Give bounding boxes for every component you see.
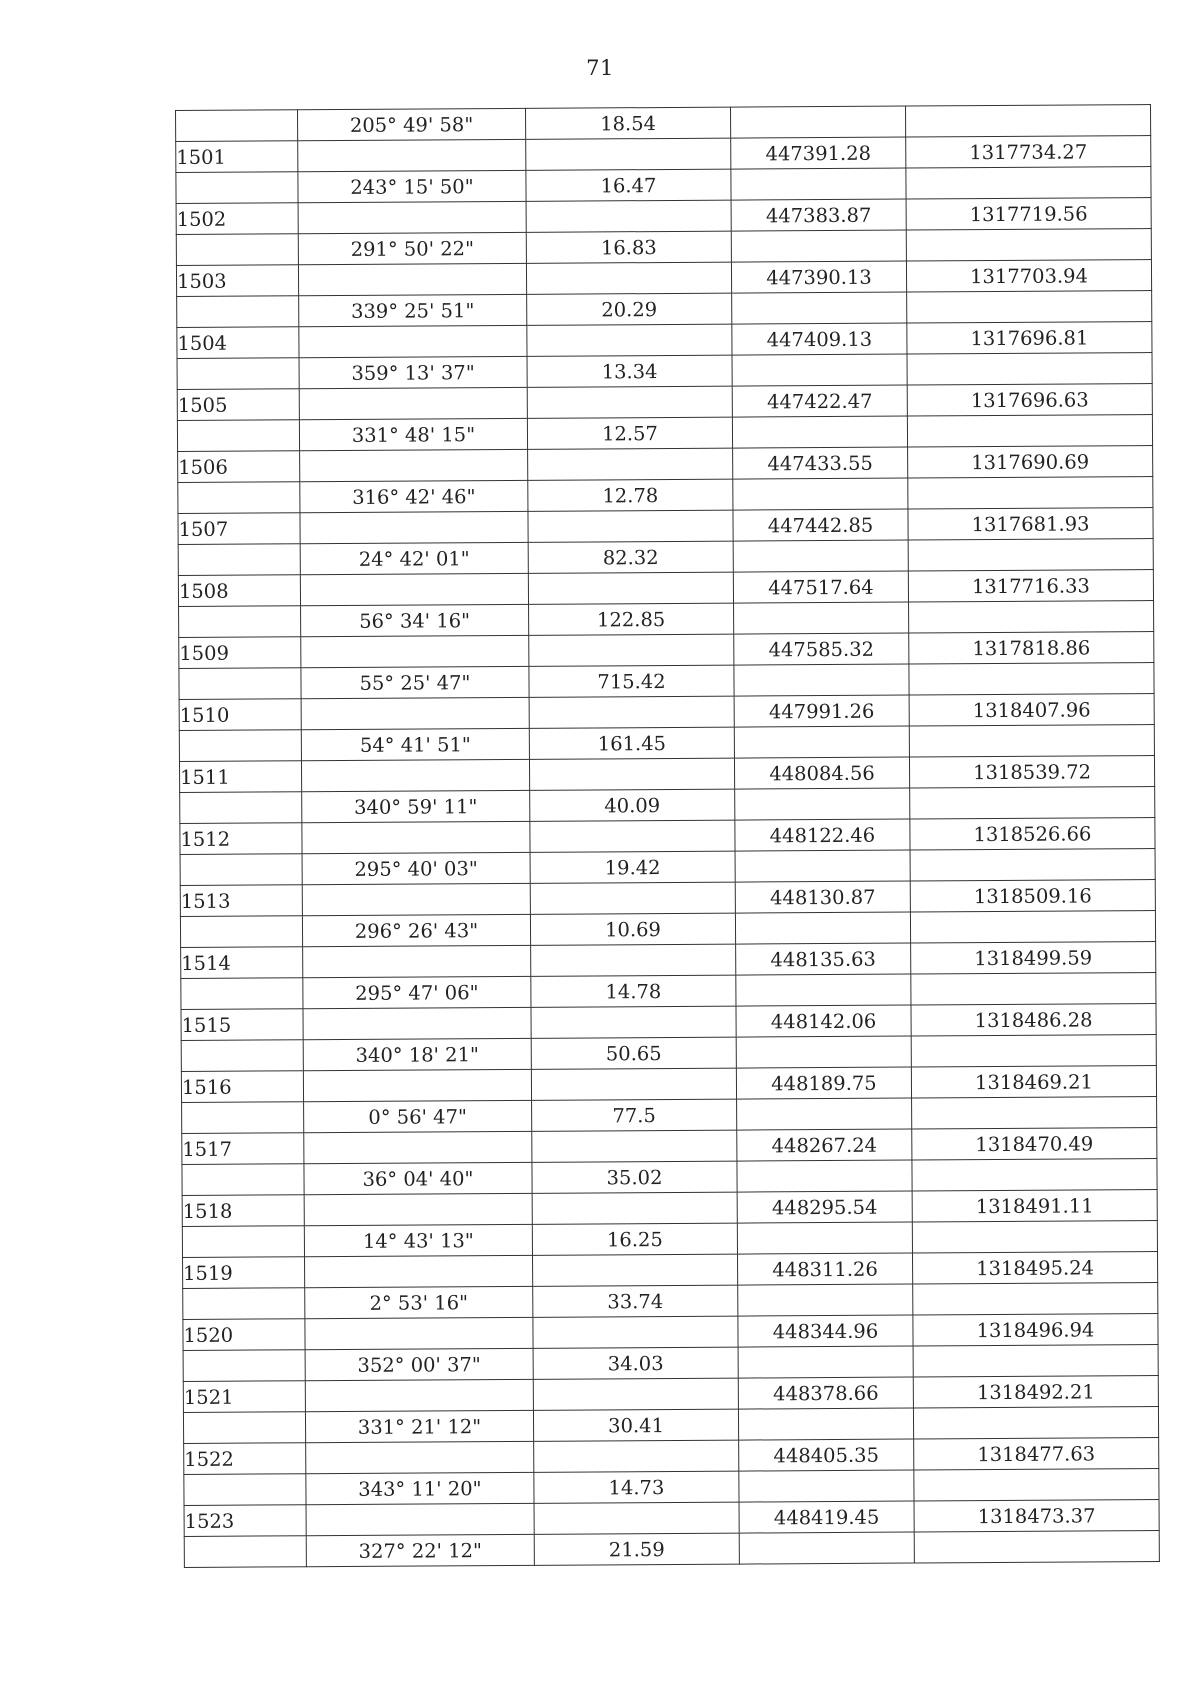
station-cell: 1517 <box>182 1133 304 1165</box>
station-cell <box>179 606 301 638</box>
bearing-cell <box>304 1193 532 1225</box>
bearing-cell: 56° 34' 16" <box>301 604 529 636</box>
bearing-cell <box>301 759 529 791</box>
bearing-cell: 331° 48' 15" <box>299 418 527 450</box>
northing-cell <box>735 788 910 820</box>
distance-cell: 12.78 <box>528 479 733 511</box>
bearing-cell <box>299 325 527 357</box>
bearing-cell <box>299 387 527 419</box>
station-cell: 1518 <box>182 1195 304 1227</box>
bearing-cell <box>305 1255 533 1287</box>
station-cell: 1502 <box>176 203 298 235</box>
distance-cell <box>531 1068 736 1100</box>
distance-cell: 33.74 <box>533 1285 738 1317</box>
bearing-cell <box>304 1131 532 1163</box>
easting-cell <box>911 1035 1156 1067</box>
bearing-cell <box>303 1007 531 1039</box>
bearing-cell: 36° 04' 40" <box>304 1162 532 1194</box>
northing-cell: 448311.26 <box>737 1253 912 1285</box>
station-cell <box>178 544 300 576</box>
easting-cell: 1318539.72 <box>909 756 1154 788</box>
distance-cell: 12.57 <box>527 417 732 449</box>
easting-cell <box>910 787 1155 819</box>
bearing-cell: 296° 26' 43" <box>302 914 530 946</box>
station-cell: 1509 <box>179 637 301 669</box>
station-cell: 1514 <box>181 947 303 979</box>
station-cell: 1507 <box>178 513 300 545</box>
station-cell <box>184 1536 306 1568</box>
distance-cell: 161.45 <box>529 727 734 759</box>
northing-cell: 448122.46 <box>735 819 910 851</box>
northing-cell: 448189.75 <box>736 1067 911 1099</box>
station-cell: 1521 <box>183 1381 305 1413</box>
northing-cell <box>731 230 906 262</box>
distance-cell: 16.25 <box>532 1223 737 1255</box>
easting-cell: 1317716.33 <box>908 570 1153 602</box>
distance-cell: 14.73 <box>534 1471 739 1503</box>
distance-cell <box>526 138 731 170</box>
northing-cell <box>732 416 907 448</box>
distance-cell <box>532 1130 737 1162</box>
station-cell <box>176 110 298 142</box>
distance-cell <box>534 1502 739 1534</box>
easting-cell <box>913 1407 1158 1439</box>
northing-cell <box>731 168 906 200</box>
bearing-cell <box>302 821 530 853</box>
northing-cell: 447391.28 <box>731 137 906 169</box>
distance-cell: 50.65 <box>531 1037 736 1069</box>
bearing-cell: 243° 15' 50" <box>298 170 526 202</box>
distance-cell: 10.69 <box>530 913 735 945</box>
northing-cell: 448135.63 <box>736 943 911 975</box>
northing-cell: 447383.87 <box>731 199 906 231</box>
northing-cell: 448142.06 <box>736 1005 911 1037</box>
page-number: 71 <box>586 56 614 80</box>
distance-cell: 77.5 <box>532 1099 737 1131</box>
station-cell <box>184 1474 306 1506</box>
easting-cell: 1317690.69 <box>908 446 1153 478</box>
bearing-cell <box>301 635 529 667</box>
bearing-cell: 14° 43' 13" <box>304 1224 532 1256</box>
easting-cell: 1317696.63 <box>907 384 1152 416</box>
station-cell: 1519 <box>183 1257 305 1289</box>
northing-cell <box>737 1098 912 1130</box>
station-cell <box>178 482 300 514</box>
bearing-cell <box>303 945 531 977</box>
bearing-cell: 340° 59' 11" <box>302 790 530 822</box>
easting-cell <box>907 415 1152 447</box>
distance-cell <box>534 1440 739 1472</box>
distance-cell: 20.29 <box>527 293 732 325</box>
bearing-cell: 331° 21' 12" <box>305 1410 533 1442</box>
easting-cell: 1318469.21 <box>911 1066 1156 1098</box>
easting-cell: 1318492.21 <box>913 1376 1158 1408</box>
easting-cell: 1318486.28 <box>911 1004 1156 1036</box>
easting-cell: 1318491.11 <box>912 1190 1157 1222</box>
distance-cell <box>532 1192 737 1224</box>
easting-cell: 1318495.24 <box>912 1252 1157 1284</box>
traverse-table-body <box>176 105 1160 1568</box>
easting-cell <box>907 353 1152 385</box>
easting-cell: 1317719.56 <box>906 198 1151 230</box>
northing-cell: 448344.96 <box>738 1315 913 1347</box>
easting-cell: 1318499.59 <box>911 942 1156 974</box>
northing-cell: 448130.87 <box>735 881 910 913</box>
station-cell: 1512 <box>180 823 302 855</box>
easting-cell: 1317696.81 <box>907 322 1152 354</box>
bearing-cell: 340° 18' 21" <box>303 1038 531 1070</box>
station-cell: 1511 <box>179 761 301 793</box>
distance-cell <box>528 510 733 542</box>
station-cell <box>182 1102 304 1134</box>
bearing-cell: 352° 00' 37" <box>305 1348 533 1380</box>
bearing-cell <box>300 511 528 543</box>
traverse-table <box>175 104 1160 1568</box>
station-cell: 1505 <box>177 389 299 421</box>
bearing-cell <box>305 1379 533 1411</box>
distance-cell: 14.78 <box>531 975 736 1007</box>
bearing-cell <box>306 1503 534 1535</box>
easting-cell <box>912 1097 1157 1129</box>
easting-cell <box>912 1221 1157 1253</box>
bearing-cell: 327° 22' 12" <box>306 1534 534 1566</box>
distance-cell: 122.85 <box>529 603 734 635</box>
bearing-cell: 0° 56' 47" <box>304 1100 532 1132</box>
station-cell <box>179 668 301 700</box>
bearing-cell <box>301 697 529 729</box>
distance-cell: 21.59 <box>534 1533 739 1565</box>
easting-cell: 1318470.49 <box>912 1128 1157 1160</box>
distance-cell <box>531 1006 736 1038</box>
bearing-cell: 54° 41' 51" <box>301 728 529 760</box>
northing-cell: 447442.85 <box>733 509 908 541</box>
northing-cell <box>738 1408 913 1440</box>
distance-cell <box>526 262 731 294</box>
bearing-cell <box>306 1441 534 1473</box>
bearing-cell: 295° 47' 06" <box>303 976 531 1008</box>
bearing-cell <box>300 573 528 605</box>
distance-cell <box>533 1254 738 1286</box>
northing-cell: 447422.47 <box>732 385 907 417</box>
northing-cell: 448419.45 <box>739 1501 914 1533</box>
easting-cell: 1318496.94 <box>913 1314 1158 1346</box>
easting-cell <box>910 849 1155 881</box>
easting-cell <box>906 167 1151 199</box>
bearing-cell <box>305 1317 533 1349</box>
station-cell: 1503 <box>176 265 298 297</box>
easting-cell: 1318526.66 <box>910 818 1155 850</box>
easting-cell <box>914 1469 1159 1501</box>
bearing-cell: 24° 42' 01" <box>300 542 528 574</box>
northing-cell <box>737 1222 912 1254</box>
station-cell <box>180 916 302 948</box>
distance-cell: 715.42 <box>529 665 734 697</box>
distance-cell <box>529 758 734 790</box>
distance-cell: 13.34 <box>527 355 732 387</box>
station-cell: 1520 <box>183 1319 305 1351</box>
northing-cell <box>739 1532 914 1564</box>
bearing-cell <box>302 883 530 915</box>
station-cell: 1508 <box>178 575 300 607</box>
bearing-cell: 316° 42' 46" <box>300 480 528 512</box>
northing-cell <box>736 974 911 1006</box>
bearing-cell: 2° 53' 16" <box>305 1286 533 1318</box>
distance-cell: 82.32 <box>528 541 733 573</box>
northing-cell <box>733 540 908 572</box>
distance-cell <box>528 572 733 604</box>
northing-cell <box>733 478 908 510</box>
northing-cell: 448084.56 <box>734 757 909 789</box>
bearing-cell <box>298 201 526 233</box>
northing-cell <box>735 850 910 882</box>
distance-cell: 35.02 <box>532 1161 737 1193</box>
distance-cell <box>530 820 735 852</box>
northing-cell: 447585.32 <box>734 633 909 665</box>
bearing-cell: 205° 49' 58" <box>298 108 526 140</box>
easting-cell: 1318509.16 <box>910 880 1155 912</box>
bearing-cell <box>298 139 526 171</box>
northing-cell <box>738 1346 913 1378</box>
station-cell <box>183 1412 305 1444</box>
station-cell <box>179 730 301 762</box>
easting-cell <box>912 1159 1157 1191</box>
bearing-cell: 55° 25' 47" <box>301 666 529 698</box>
easting-cell <box>908 539 1153 571</box>
easting-cell <box>906 229 1151 261</box>
easting-cell <box>913 1345 1158 1377</box>
station-cell: 1504 <box>177 327 299 359</box>
easting-cell <box>913 1283 1158 1315</box>
distance-cell <box>530 882 735 914</box>
station-cell <box>182 1226 304 1258</box>
northing-cell: 447390.13 <box>731 261 906 293</box>
leg-row <box>184 1531 1159 1568</box>
station-cell: 1506 <box>178 451 300 483</box>
easting-cell <box>905 105 1150 137</box>
bearing-cell: 295° 40' 03" <box>302 852 530 884</box>
distance-cell <box>533 1316 738 1348</box>
station-cell: 1516 <box>181 1071 303 1103</box>
distance-cell <box>526 200 731 232</box>
easting-cell <box>909 663 1154 695</box>
distance-cell <box>529 696 734 728</box>
bearing-cell: 343° 11' 20" <box>306 1472 534 1504</box>
station-cell <box>183 1350 305 1382</box>
easting-cell <box>909 601 1154 633</box>
easting-cell: 1317703.94 <box>906 260 1151 292</box>
station-cell <box>180 854 302 886</box>
easting-cell: 1318473.37 <box>914 1500 1159 1532</box>
northing-cell: 448405.35 <box>739 1439 914 1471</box>
northing-cell <box>732 354 907 386</box>
easting-cell: 1317681.93 <box>908 508 1153 540</box>
distance-cell <box>527 386 732 418</box>
distance-cell: 19.42 <box>530 851 735 883</box>
northing-cell <box>738 1284 913 1316</box>
distance-cell: 34.03 <box>533 1347 738 1379</box>
distance-cell: 16.83 <box>526 231 731 263</box>
easting-cell <box>908 477 1153 509</box>
distance-cell <box>528 448 733 480</box>
distance-cell: 40.09 <box>530 789 735 821</box>
northing-cell <box>734 664 909 696</box>
easting-cell <box>914 1531 1159 1563</box>
bearing-cell <box>298 263 526 295</box>
easting-cell: 1317734.27 <box>906 136 1151 168</box>
northing-cell <box>735 912 910 944</box>
station-cell <box>183 1288 305 1320</box>
easting-cell <box>907 291 1152 323</box>
northing-cell: 447991.26 <box>734 695 909 727</box>
bearing-cell: 291° 50' 22" <box>298 232 526 264</box>
station-cell <box>181 1040 303 1072</box>
station-cell <box>177 296 299 328</box>
station-cell <box>180 792 302 824</box>
station-cell: 1523 <box>184 1505 306 1537</box>
bearing-cell <box>303 1069 531 1101</box>
northing-cell <box>734 726 909 758</box>
bearing-cell: 359° 13' 37" <box>299 356 527 388</box>
northing-cell <box>739 1470 914 1502</box>
distance-cell: 30.41 <box>533 1409 738 1441</box>
station-cell: 1510 <box>179 699 301 731</box>
station-cell: 1522 <box>184 1443 306 1475</box>
northing-cell <box>732 292 907 324</box>
distance-cell: 16.47 <box>526 169 731 201</box>
station-cell <box>177 358 299 390</box>
northing-cell: 447433.55 <box>733 447 908 479</box>
station-cell <box>181 978 303 1010</box>
station-cell <box>176 234 298 266</box>
distance-cell <box>533 1378 738 1410</box>
northing-cell <box>736 1036 911 1068</box>
distance-cell <box>527 324 732 356</box>
easting-cell: 1318477.63 <box>914 1438 1159 1470</box>
northing-cell: 447517.64 <box>733 571 908 603</box>
station-cell <box>177 420 299 452</box>
easting-cell: 1318407.96 <box>909 694 1154 726</box>
northing-cell <box>730 106 905 138</box>
station-cell: 1515 <box>181 1009 303 1041</box>
northing-cell: 448267.24 <box>737 1129 912 1161</box>
station-cell: 1513 <box>180 885 302 917</box>
northing-cell: 447409.13 <box>732 323 907 355</box>
bearing-cell <box>300 449 528 481</box>
station-cell <box>176 172 298 204</box>
easting-cell <box>910 911 1155 943</box>
northing-cell <box>734 602 909 634</box>
northing-cell <box>737 1160 912 1192</box>
northing-cell: 448378.66 <box>738 1377 913 1409</box>
distance-cell <box>529 634 734 666</box>
northing-cell: 448295.54 <box>737 1191 912 1223</box>
distance-cell <box>531 944 736 976</box>
station-cell <box>182 1164 304 1196</box>
distance-cell: 18.54 <box>525 107 730 139</box>
easting-cell: 1317818.86 <box>909 632 1154 664</box>
bearing-cell: 339° 25' 51" <box>299 294 527 326</box>
station-cell: 1501 <box>176 141 298 173</box>
easting-cell <box>911 973 1156 1005</box>
easting-cell <box>909 725 1154 757</box>
